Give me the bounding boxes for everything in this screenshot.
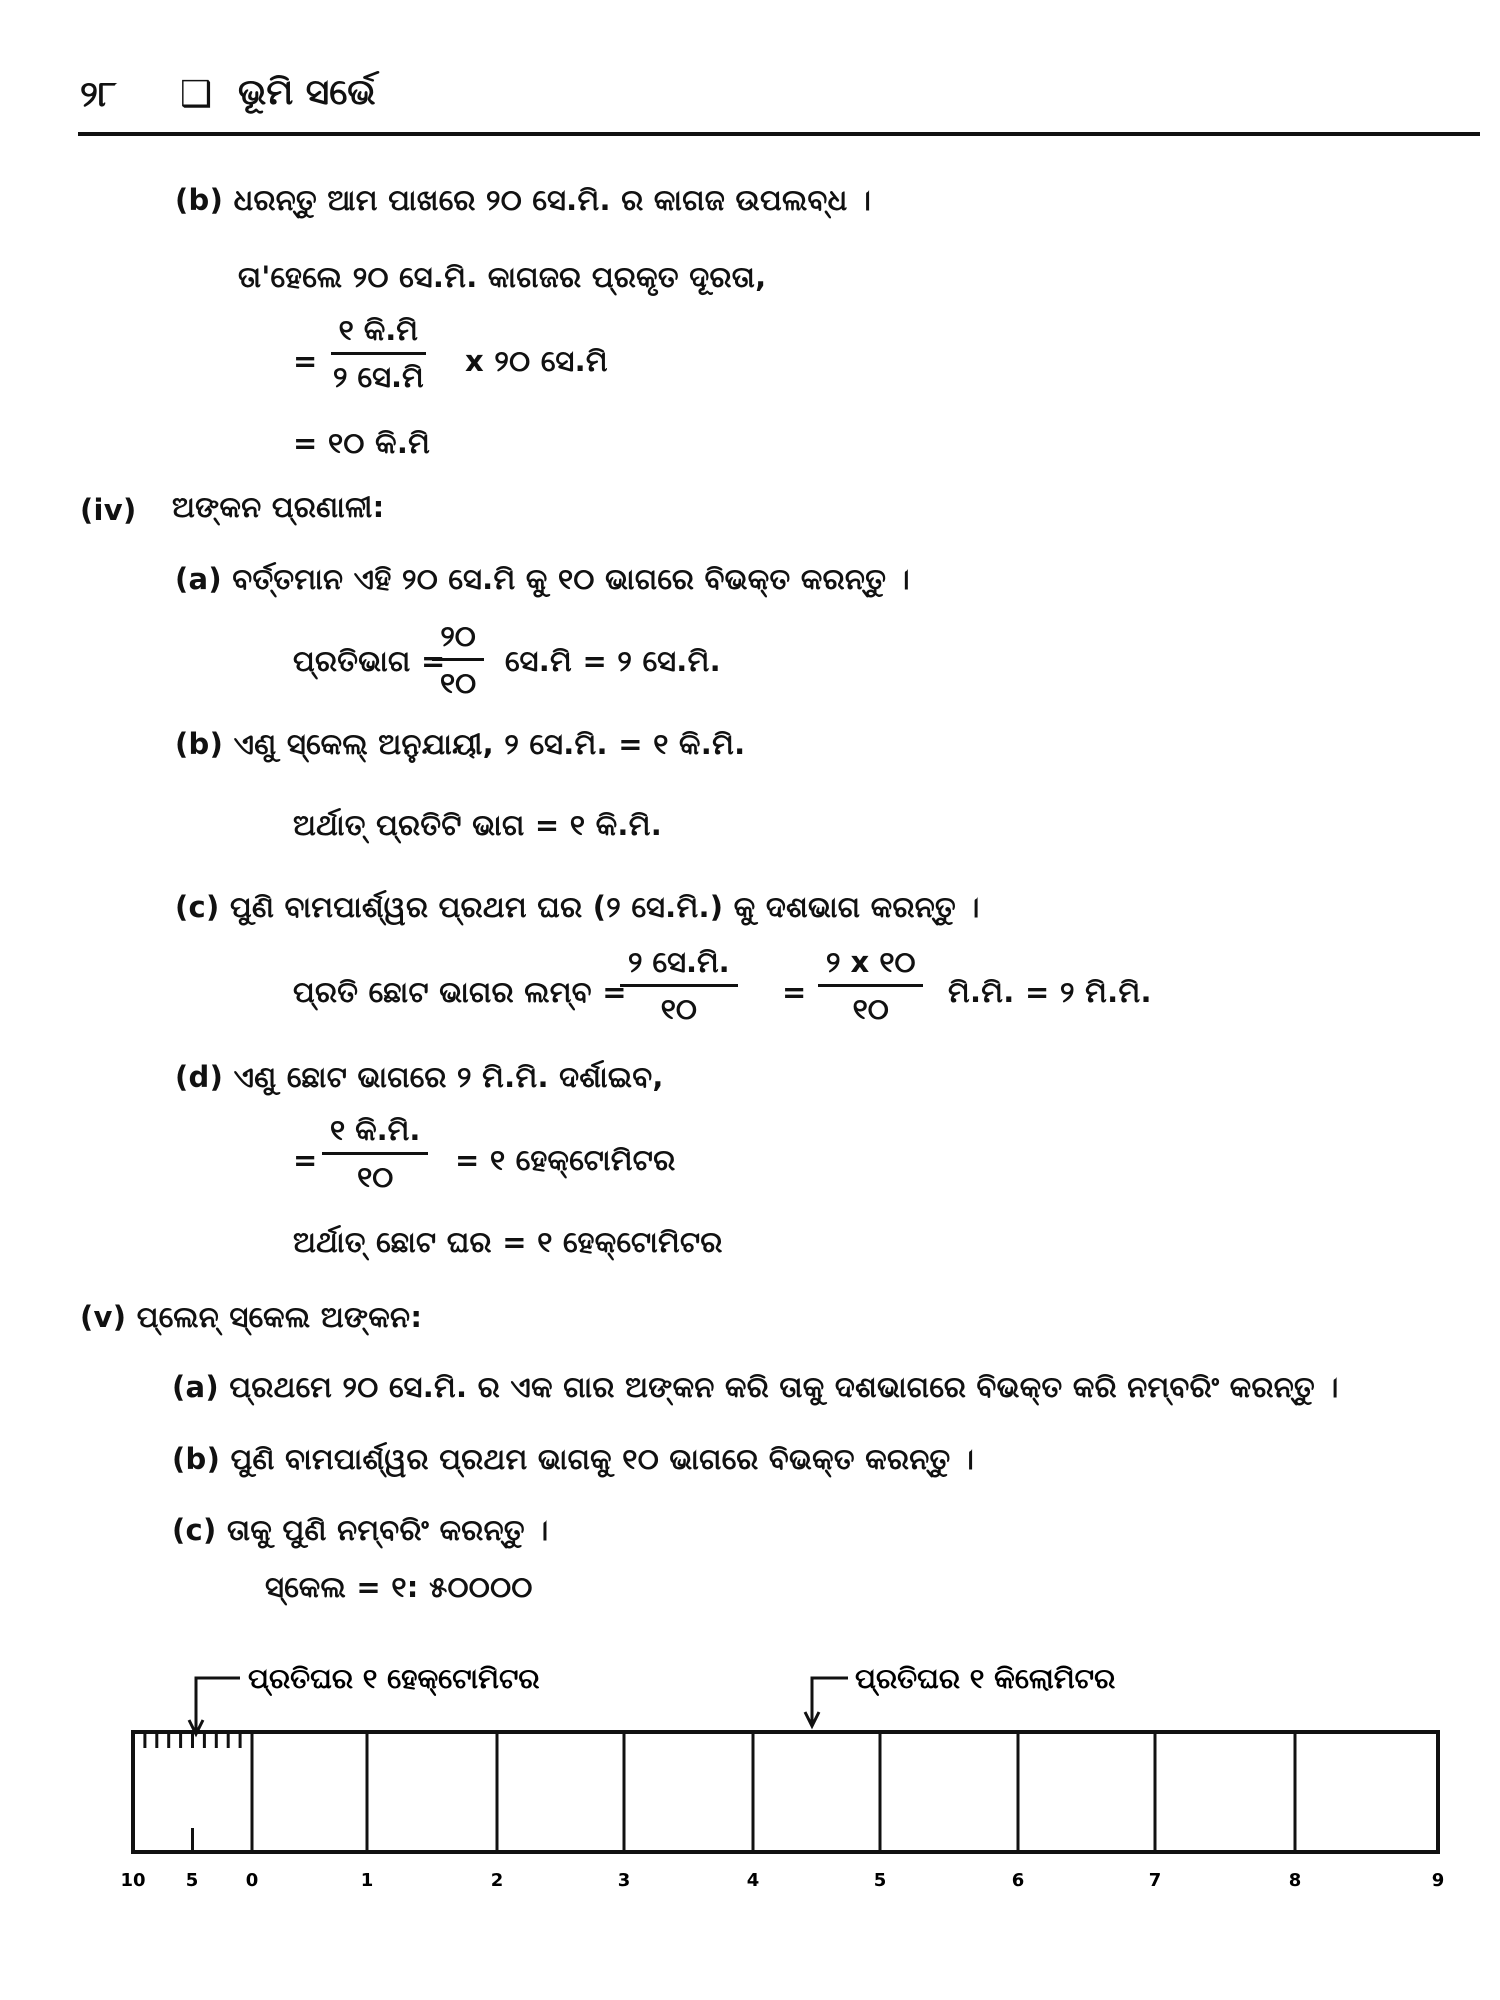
eq1-lhs: = [293,344,318,378]
iv-c-eq-lhs: ପ୍ରତି ଛୋଟ ଭାଗର ଲମ୍ବ = [293,975,627,1009]
part-b-line2: ତା'ହେଲେ ୨୦ ସେ.ମି. କାଗଜର ପ୍ରକୃତ ଦୂରତା, [238,260,767,294]
chapter-title: ଭୂମି ସର୍ଭେ [238,72,376,113]
iv-c-eq-mid: = [782,975,807,1009]
iv-d: (d) ଏଣୁ ଛୋଟ ଭାଗରେ ୨ ମି.ମି. ଦର୍ଶାଇବ, [175,1060,664,1094]
iv-c-numerator2: ୨ x ୧୦ [818,942,923,987]
section-iv-label: (iv) [80,493,137,527]
iv-c-fraction2 [818,942,923,1029]
scale-label: 10 [120,1870,146,1891]
scale-divisions [252,1732,1295,1852]
scale-labels [120,1870,1444,1891]
scale-label: 5 [185,1870,199,1891]
minor-ticks [145,1732,240,1852]
iv-c-eq-rhs: ମି.ମି. = ୨ ମି.ମି. [948,975,1152,1009]
iv-d-numerator: ୧ କି.ମି. [322,1110,428,1155]
iv-d-eq-lhs: = [293,1143,318,1177]
iv-d-fraction [322,1110,428,1197]
iv-a-eq-lhs: ପ୍ରତିଭାଗ = [293,644,446,678]
iv-c: (c) ପୁଣି ବାମପାର୍ଶ୍ୱର ପ୍ରଥମ ଘର (୨ ସେ.ମି.) କୁ ଦଶଭାଗ କରନ୍ତୁ । [175,890,980,924]
iv-a-eq-rhs: ସେ.ମି = ୨ ସେ.ମି. [505,644,721,678]
v-b: (b) ପୁଣି ବାମପାର୍ଶ୍ୱର ପ୍ରଥମ ଭାଗକୁ ୧୦ ଭାଗରେ ବିଭକ୍ତ କରନ୍ତୁ । [172,1442,975,1476]
scale-label: 5 [873,1870,887,1891]
iv-a: (a) ବର୍ତ୍ତମାନ ଏହି ୨୦ ସେ.ମି କୁ ୧୦ ଭାଗରେ ବିଭକ୍ତ କରନ୍ତୁ । [175,562,910,596]
scale-label: 0 [245,1870,259,1891]
iv-a-fraction [432,616,484,703]
eq1-fraction [325,310,432,397]
scale-label: 9 [1431,1870,1445,1891]
scale-label: 3 [617,1870,631,1891]
scale-label: 2 [490,1870,504,1891]
plain-scale-diagram [0,1600,1500,2000]
eq1-numerator: ୧ କି.ମି [331,310,426,355]
part-b-line1: (b) ଧରନ୍ତୁ ଆମ ପାଖରେ ୨୦ ସେ.ମି. ର କାଗଜ ଉପଲବ୍ଧ । [175,183,872,217]
scale-label: 4 [746,1870,760,1891]
iv-b: (b) ଏଣୁ ସ୍କେଲ୍ ଅନୁଯାୟୀ, ୨ ସେ.ମି. = ୧ କି.ମି. [175,727,746,761]
label-per-kilometer: ପ୍ରତିଘର ୧ କିଲୋମିଟର [855,1662,1116,1695]
eq1-rhs: x ୨୦ ସେ.ମି [465,344,608,378]
scale-ratio: ସ୍କେଲ = ୧: ୫୦୦୦୦ [265,1570,533,1604]
iv-c-denominator1: ୧୦ [660,992,697,1026]
bullet-icon: ❑ [180,74,213,115]
iv-c-numerator1: ୨ ସେ.ମି. [620,942,738,987]
iv-d-eq-rhs: = ୧ ହେକ୍ଟୋମିଟର [455,1143,676,1177]
page-number: ୨୮ [80,74,117,115]
eq2: = ୧୦ କି.ମି [293,426,431,460]
iv-d-denominator: ୧୦ [357,1160,394,1194]
scale-label: 7 [1148,1870,1162,1891]
v-a: (a) ପ୍ରଥମେ ୨୦ ସେ.ମି. ର ଏକ ଗାର ଅଙ୍କନ କରି ତାକୁ ଦଶଭାଗରେ ବିଭକ୍ତ କରି ନମ୍ବରିଂ କରନ୍ତୁ । [172,1370,1339,1404]
iv-c-denominator2: ୧୦ [852,992,889,1026]
scale-label: 6 [1011,1870,1025,1891]
section-iv-title: ଅଙ୍କନ ପ୍ରଣାଳୀ: [172,490,385,524]
eq1-denominator: ୨ ସେ.ମି [333,360,424,394]
iv-a-numerator: ୨୦ [432,616,483,661]
scale-label: 8 [1288,1870,1302,1891]
scale-bar-outline [133,1732,1438,1852]
section-v-title: (v) ପ୍ଲେନ୍ ସ୍କେଲ ଅଙ୍କନ: [80,1300,423,1334]
header-rule [78,132,1480,136]
v-c: (c) ତାକୁ ପୁଣି ନମ୍ବରିଂ କରନ୍ତୁ । [172,1513,549,1547]
iv-d-sub: ଅର୍ଥାତ୍ ଛୋଟ ଘର = ୧ ହେକ୍ଟୋମିଟର [293,1225,723,1259]
iv-c-fraction1 [620,942,738,1029]
scale-label: 1 [360,1870,374,1891]
iv-b-sub: ଅର୍ଥାତ୍ ପ୍ରତିଟି ଭାଗ = ୧ କି.ମି. [293,808,663,842]
iv-a-denominator: ୧୦ [440,666,477,700]
label-per-hectometer: ପ୍ରତିଘର ୧ ହେକ୍ଟୋମିଟର [248,1662,540,1695]
